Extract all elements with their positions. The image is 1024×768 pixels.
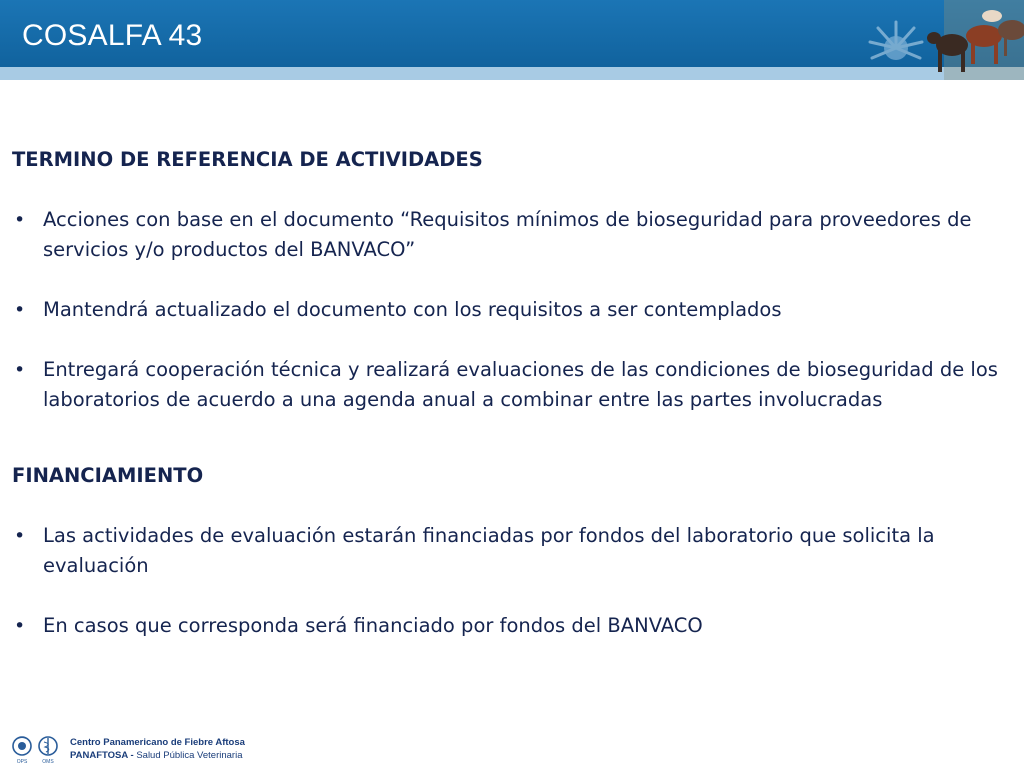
bullet-icon: • <box>14 299 26 321</box>
section-heading-financing: FINANCIAMIENTO <box>12 464 204 487</box>
ops-oms-logos <box>10 735 62 765</box>
list-item: • Entregará cooperación técnica y realizará evaluaciones de las condiciones de bioseguridad de los laboratorios de acuerdo a una agenda anual a combinar entre las partes involucradas <box>12 355 1017 415</box>
bullet-icon: • <box>14 359 26 381</box>
slide-title: COSALFA 43 <box>22 19 203 52</box>
bullet-icon: • <box>14 209 26 231</box>
org-name: Centro Panamericano de Fiebre Aftosa <box>70 737 245 748</box>
list-item: • Acciones con base en el documento “Requisitos mínimos de bioseguridad para proveedores de servicios y/o productos del BANVACO” <box>12 205 1017 265</box>
oms-logo-icon <box>39 737 57 755</box>
slide-body <box>12 145 1017 641</box>
bullet-icon: • <box>14 525 26 547</box>
slide-header <box>0 0 1024 80</box>
footer-org-text <box>70 736 245 762</box>
org-sub: Salud Pública Veterinaria <box>133 750 243 761</box>
slide-footer <box>10 735 410 765</box>
financing-list <box>12 521 1017 641</box>
list-item: • Mantendrá actualizado el documento con los requisitos a ser contemplados <box>12 295 1017 325</box>
section-heading-activities: TERMINO DE REFERENCIA DE ACTIVIDADES <box>12 148 483 171</box>
sun-emblem-icon <box>870 22 922 60</box>
ops-logo-icon <box>13 737 31 755</box>
activities-list <box>12 205 1017 415</box>
org-short: PANAFTOSA - <box>70 750 134 761</box>
ops-label: OPS <box>16 759 28 765</box>
list-item: • En casos que corresponda será financiado por fondos del BANVACO <box>12 611 1017 641</box>
bullet-icon: • <box>14 615 26 637</box>
list-item: • Las actividades de evaluación estarán financiadas por fondos del laboratorio que solicita la evaluación <box>12 521 1017 581</box>
cattle-herd-image <box>834 0 1024 80</box>
oms-label: OMS <box>42 759 54 765</box>
